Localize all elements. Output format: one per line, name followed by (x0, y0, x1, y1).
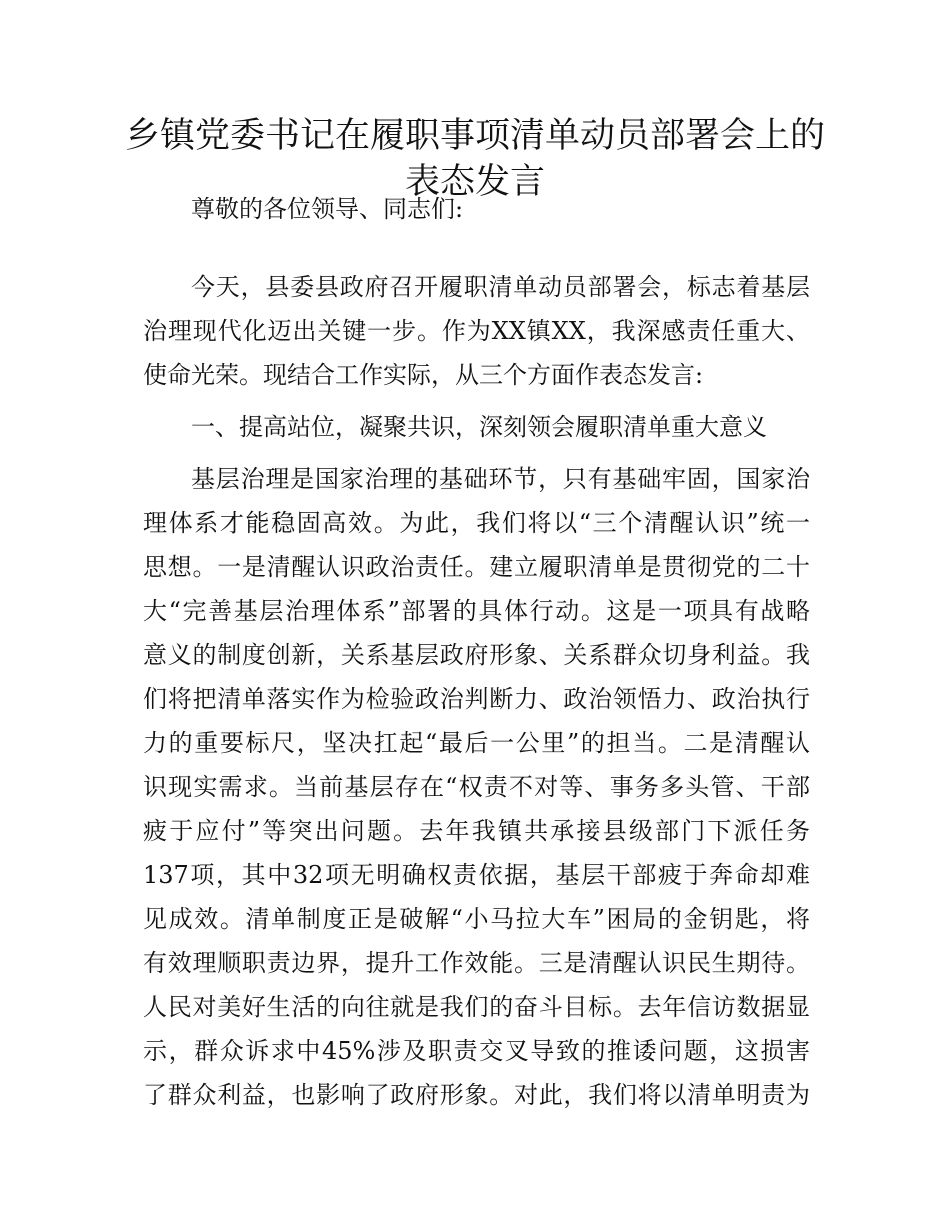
section-heading: 一、提高站位，凝聚共识，深刻领会履职清单重大意义 (191, 413, 767, 441)
paragraph-line: 今天，县委县政府召开履职清单动员部署会，标志着基层 (191, 273, 810, 301)
paragraph-line: 使命光荣。现结合工作实际，从三个方面作表态发言: (143, 361, 704, 389)
paragraph-line: 大“完善基层治理体系”部署的具体行动。这是一项具有战略 (143, 597, 810, 625)
paragraph-line: 137项，其中32项无明确权责依据，基层干部疲于奔命却难 (143, 861, 810, 889)
paragraph-line: 疲于应付”等突出问题。去年我镇共承接县级部门下派任务 (143, 817, 810, 845)
paragraph-line: 人民对美好生活的向往就是我们的奋斗目标。去年信访数据显 (143, 993, 810, 1021)
paragraph-line: 有效理顺职责边界，提升工作效能。三是清醒认识民生期待。 (143, 949, 810, 977)
paragraph-line: 力的重要标尺，坚决扛起“最后一公里”的担当。二是清醒认 (143, 729, 810, 757)
paragraph-line: 见成效。清单制度正是破解“小马拉大车”困局的金钥匙，将 (143, 905, 810, 933)
paragraph-line: 思想。一是清醒认识政治责任。建立履职清单是贯彻党的二十 (143, 553, 810, 581)
document-title-line-2: 表态发言 (404, 162, 545, 202)
paragraph-line: 理体系才能稳固高效。为此，我们将以“三个清醒认识”统一 (143, 509, 810, 537)
document-title-line-1: 乡镇党委书记在履职事项清单动员部署会上的 (124, 116, 825, 156)
paragraph-line: 们将把清单落实作为检验政治判断力、政治领悟力、政治执行 (143, 685, 810, 713)
paragraph-line: 治理现代化迈出关键一步。作为XX镇XX，我深感责任重大、 (143, 317, 810, 345)
paragraph-line: 识现实需求。当前基层存在“权责不对等、事务多头管、干部 (143, 773, 810, 801)
paragraph-line: 基层治理是国家治理的基础环节，只有基础牢固，国家治 (191, 465, 810, 493)
paragraph-line: 意义的制度创新，关系基层政府形象、关系群众切身利益。我 (143, 641, 810, 669)
paragraph-line: 了群众利益，也影响了政府形象。对此，我们将以清单明责为 (143, 1081, 810, 1109)
paragraph-line: 示，群众诉求中45%涉及职责交叉导致的推诿问题，这损害 (143, 1037, 810, 1065)
salutation: 尊敬的各位领导、同志们: (191, 195, 464, 223)
